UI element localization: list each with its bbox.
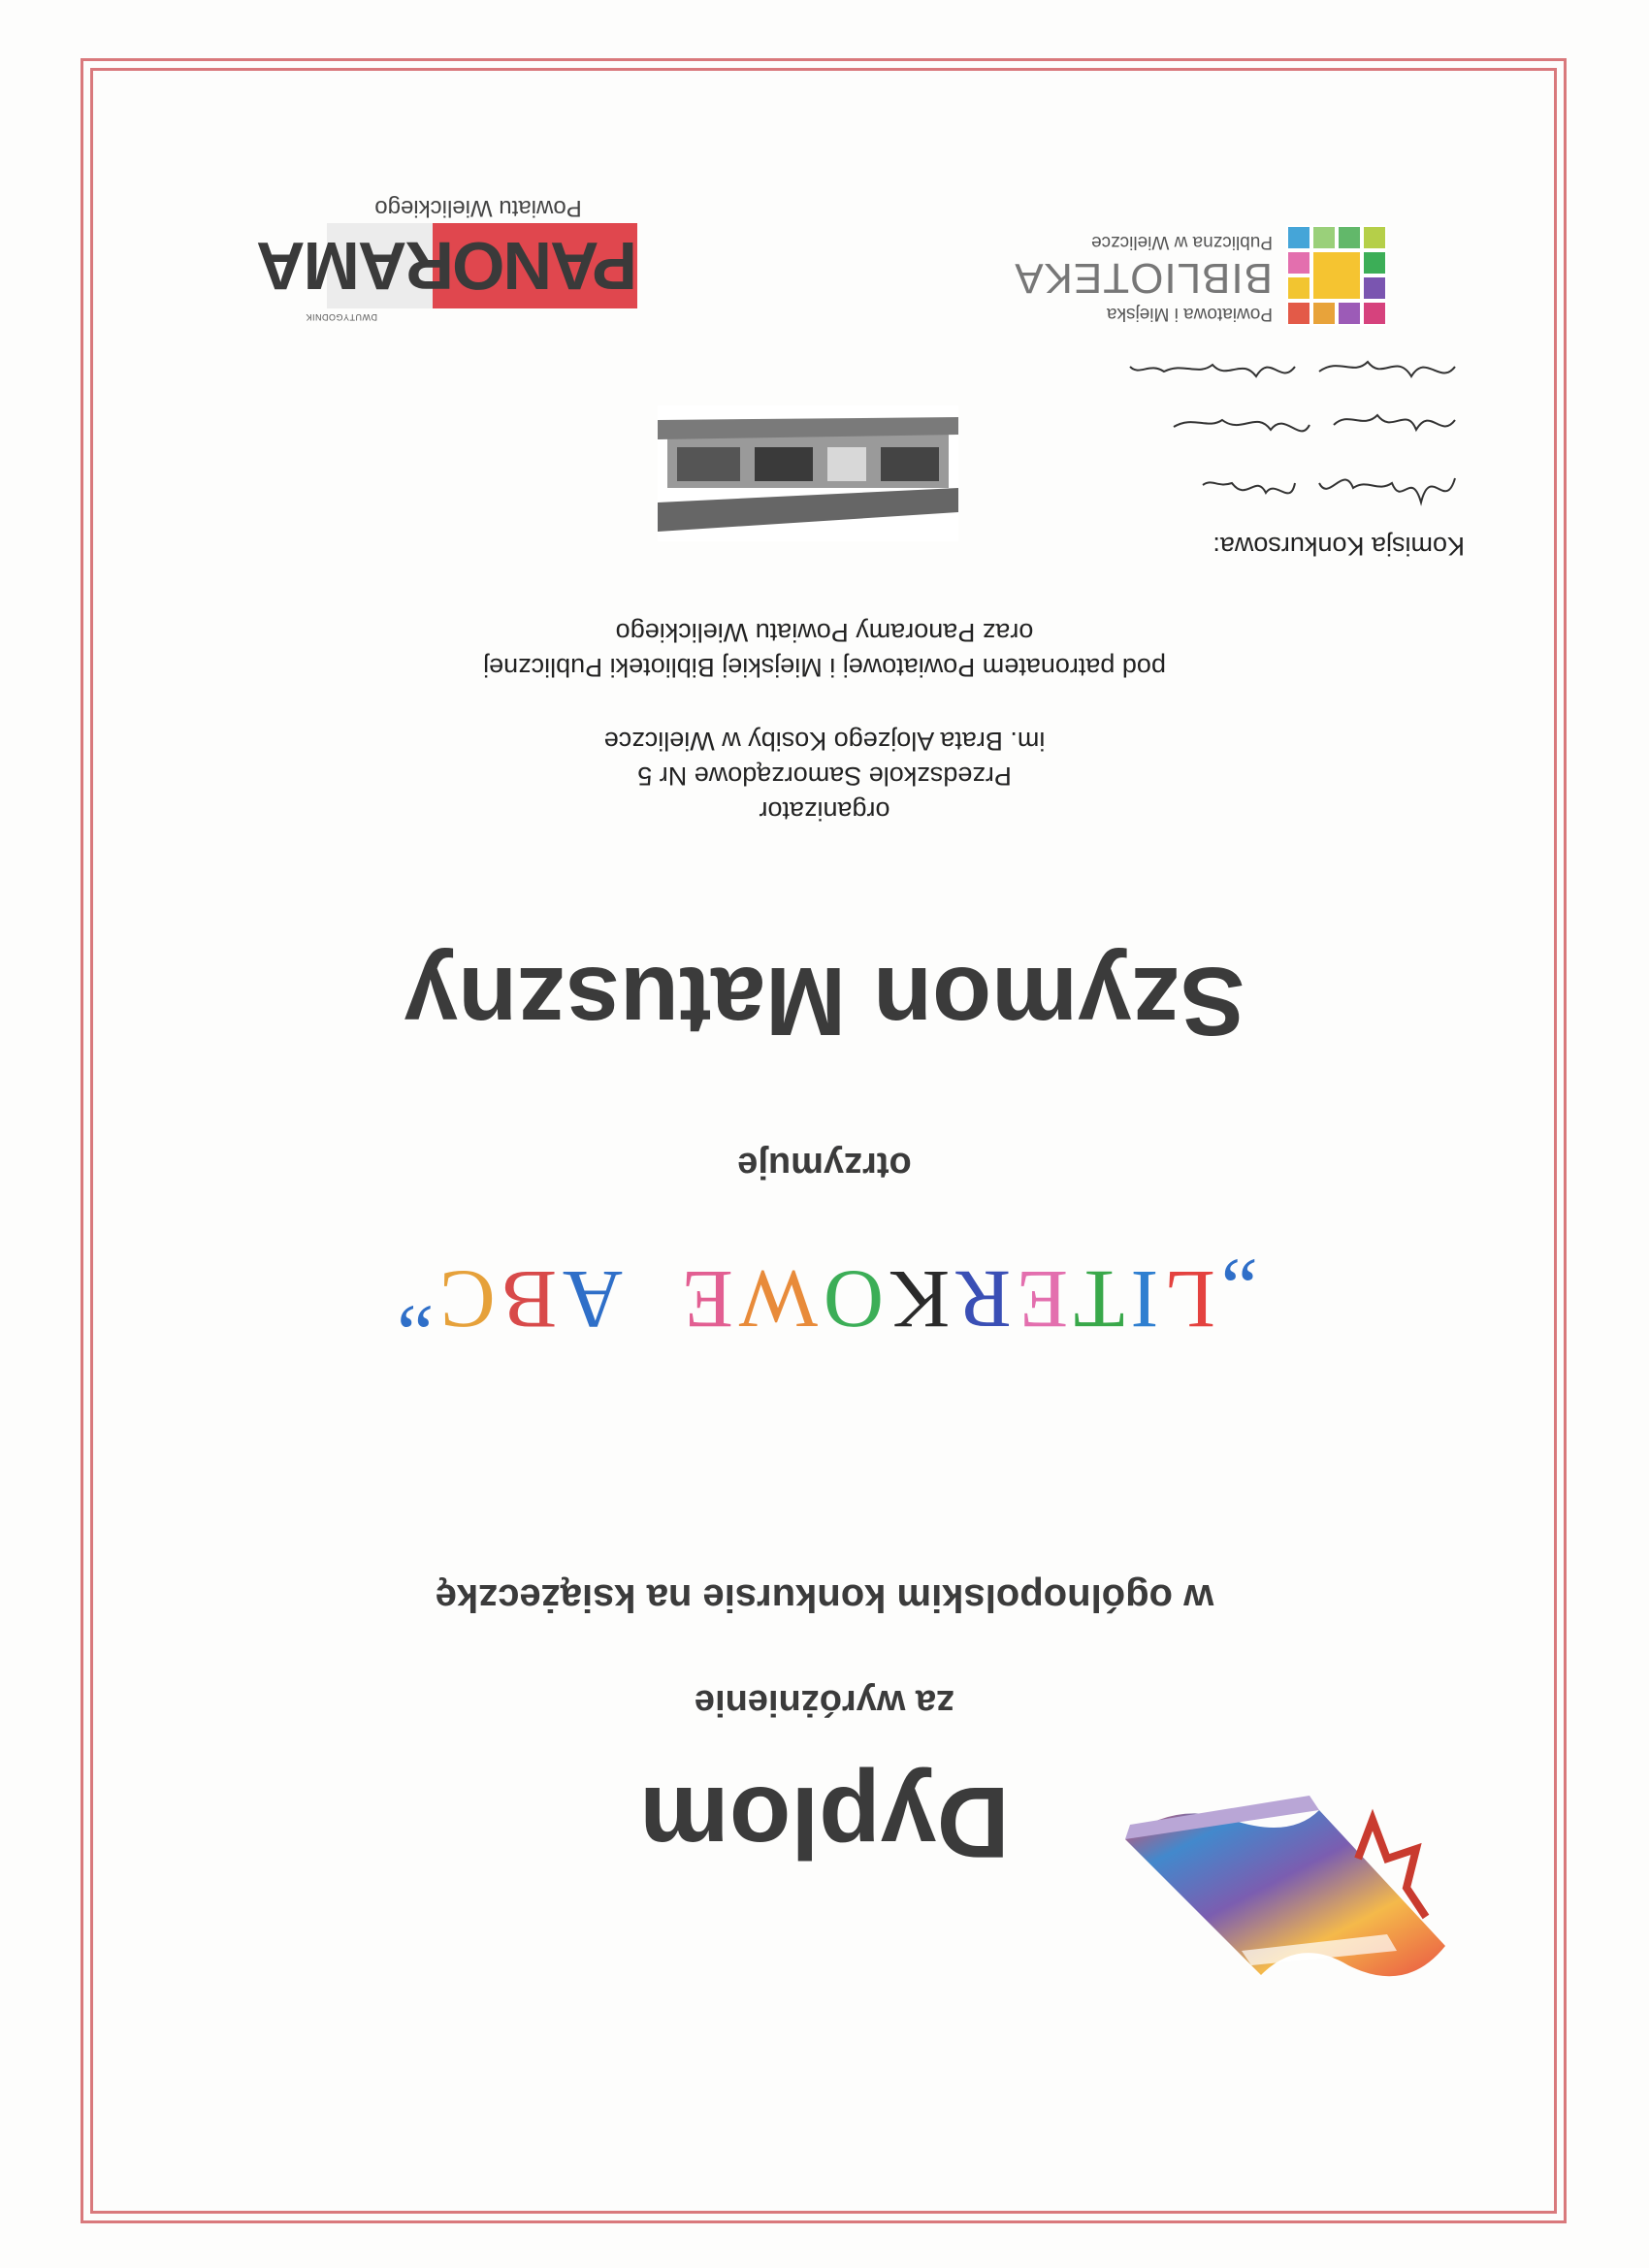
organizer-line-1: Przedszkole Samorządowe Nr 5	[637, 761, 1012, 791]
panorama-wordmark: PANORAMA	[327, 223, 637, 308]
recipient-name: Szymon Matuszny	[404, 947, 1245, 1055]
contest-letter: T	[1068, 1253, 1125, 1346]
commission-label: Komisja Konkursowa:	[1212, 532, 1465, 561]
open-quote: „	[1214, 1253, 1258, 1346]
award-reason: za wyróżnienie	[694, 1682, 955, 1723]
contest-letter: I	[1124, 1253, 1159, 1346]
panorama-logo	[257, 195, 637, 326]
biblioteka-line-2: BIBLIOTEKA	[1014, 254, 1273, 302]
contest-letter: K	[883, 1253, 951, 1346]
biblioteka-line-1: Powiatowa i Miejska	[1106, 304, 1273, 324]
close-quote: ”	[391, 1253, 435, 1346]
contest-letter: E	[1011, 1253, 1068, 1346]
contest-letter: E	[676, 1253, 733, 1346]
contest-letter: R	[950, 1253, 1012, 1346]
contest-letter: O	[817, 1253, 884, 1346]
patronage-line-1: pod patronatem Powiatowej i Miejskiej Biblioteki Publicznej	[483, 653, 1166, 682]
contest-letter: B	[495, 1253, 558, 1346]
contest-letter: C	[434, 1253, 496, 1346]
contest-letter: A	[557, 1253, 624, 1346]
panorama-small-text: DWUTYGODNIK	[306, 312, 377, 322]
contest-letters	[434, 1251, 1214, 1348]
contest-letter	[623, 1251, 676, 1348]
contest-letter: L	[1158, 1253, 1215, 1346]
contest-name	[0, 1251, 1649, 1348]
organizer-line-2: im. Brata Alojzego Kosiby w Wieliczce	[603, 727, 1046, 756]
biblioteka-mark-icon	[1286, 225, 1387, 326]
organizer-label: organizator	[759, 796, 890, 826]
biblioteka-line-3: Publiczna w Wieliczce	[1091, 232, 1273, 252]
panorama-subtitle: Powiatu Wielickiego	[374, 195, 582, 221]
receives-label: otrzymuje	[737, 1145, 912, 1185]
building-photo	[658, 405, 958, 541]
contest-letter: W	[732, 1253, 818, 1346]
signatures	[1116, 328, 1465, 522]
patronage-line-2: oraz Panoramy Powiatu Wielickiego	[615, 618, 1034, 647]
contest-line: w ogólnopolskim konkursie na książeczkę	[435, 1576, 1214, 1619]
biblioteka-logo	[1014, 219, 1387, 326]
diploma-title: Dyplom	[639, 1766, 1010, 1878]
